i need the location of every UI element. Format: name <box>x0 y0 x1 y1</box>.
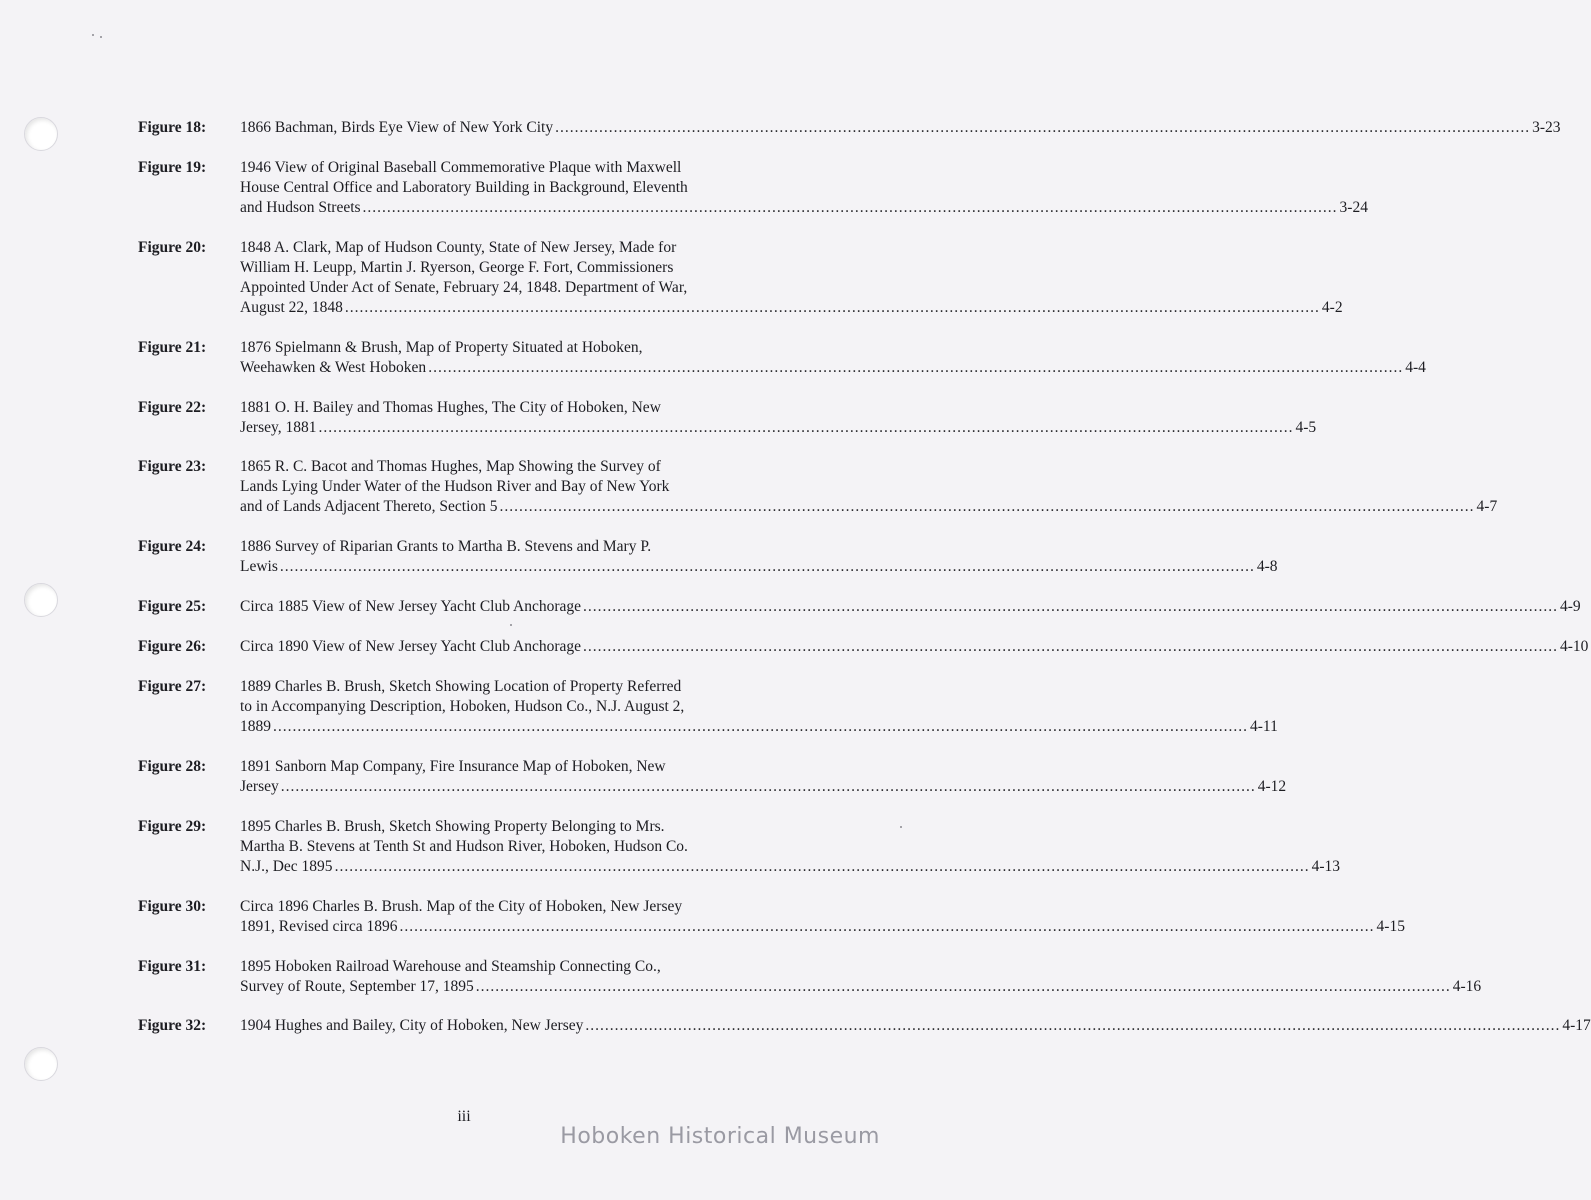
figure-description <box>240 398 1317 438</box>
dot-leader: ........................................................................................................................................................................................................ <box>585 1017 1561 1034</box>
description-last-line <box>240 198 1368 218</box>
dot-leader: ........................................................................................................................................................................................................ <box>583 598 1559 615</box>
description-line: 1904 Hughes and Bailey, City of Hoboken, New Jersey <box>240 1017 584 1034</box>
page-reference: 3-24 <box>1339 199 1368 216</box>
description-line: to in Accompanying Description, Hoboken, Hudson Co., N.J. August 2, <box>240 698 685 715</box>
figure-label: Figure 27: <box>138 678 207 695</box>
figure-description <box>240 118 1561 138</box>
description-line: Circa 1896 Charles B. Brush. Map of the City of Hoboken, New Jersey <box>240 898 683 915</box>
figure-label: Figure 20: <box>138 239 207 256</box>
page-reference: 4-7 <box>1476 498 1498 515</box>
page-reference: 4-2 <box>1321 299 1343 316</box>
dot-leader: ........................................................................................................................................................................................................ <box>273 718 1248 735</box>
figure-label: Figure 18: <box>138 119 207 136</box>
description-last-line <box>240 497 1498 517</box>
description-last-line <box>240 977 1482 997</box>
description-last-line <box>240 717 1278 737</box>
description-line: 1876 Spielmann & Brush, Map of Property Situated at Hoboken, <box>240 339 643 356</box>
dot-leader: ........................................................................................................................................................................................................ <box>475 978 1451 995</box>
figure-description <box>240 1016 1591 1036</box>
description-line: 1895 Charles B. Brush, Sketch Showing Property Belonging to Mrs. <box>240 818 665 835</box>
figure-description <box>240 238 1343 318</box>
page-reference: 4-11 <box>1250 718 1278 735</box>
dot-leader: ........................................................................................................................................................................................................ <box>499 498 1475 515</box>
dot-leader: ........................................................................................................................................................................................................ <box>280 778 1256 795</box>
description-line: House Central Office and Laboratory Building in Background, Eleventh <box>240 179 688 196</box>
description-line: Circa 1885 View of New Jersey Yacht Club Anchorage <box>240 598 582 615</box>
page-reference: 4-8 <box>1256 558 1278 575</box>
figure-label: Figure 19: <box>138 159 207 176</box>
paper-speck <box>100 36 102 38</box>
figure-label: Figure 26: <box>138 638 207 655</box>
description-line: and Hudson Streets <box>240 199 361 216</box>
dot-leader: ........................................................................................................................................................................................................ <box>318 419 1294 436</box>
paper-speck <box>510 624 512 626</box>
description-line: N.J., Dec 1895 <box>240 858 333 875</box>
museum-watermark: Hoboken Historical Museum <box>560 1124 880 1149</box>
description-last-line <box>240 917 1405 937</box>
figure-label: Figure 31: <box>138 958 207 975</box>
description-line: Lewis <box>240 558 278 575</box>
page-reference: 4-10 <box>1560 638 1589 655</box>
dot-leader: ........................................................................................................................................................................................................ <box>344 299 1320 316</box>
description-line: 1866 Bachman, Birds Eye View of New York City <box>240 119 554 136</box>
page-reference: 3-23 <box>1532 119 1561 136</box>
description-line: Lands Lying Under Water of the Hudson River and Bay of New York <box>240 478 670 495</box>
binder-hole-top <box>24 117 58 151</box>
paper-speck <box>92 34 94 36</box>
description-line: 1881 O. H. Bailey and Thomas Hughes, The City of Hoboken, New <box>240 399 661 416</box>
dot-leader: ........................................................................................................................................................................................................ <box>334 858 1310 875</box>
description-last-line <box>240 857 1340 877</box>
description-line: 1848 A. Clark, Map of Hudson County, State of New Jersey, Made for <box>240 239 677 256</box>
dot-leader: ........................................................................................................................................................................................................ <box>583 638 1559 655</box>
page-reference: 4-9 <box>1560 598 1581 615</box>
dot-leader: ........................................................................................................................................................................................................ <box>428 359 1404 376</box>
description-line: and of Lands Adjacent Thereto, Section 5 <box>240 498 498 515</box>
figure-description <box>240 957 1482 997</box>
description-line: 1946 View of Original Baseball Commemorative Plaque with Maxwell <box>240 159 682 176</box>
description-line: Appointed Under Act of Senate, February 24, 1848. Department of War, <box>240 279 688 296</box>
description-line: 1891, Revised circa 1896 <box>240 918 398 935</box>
page-reference: 4-5 <box>1295 419 1317 436</box>
figure-description <box>240 677 1278 737</box>
description-line: 1891 Sanborn Map Company, Fire Insurance Map of Hoboken, New <box>240 758 666 775</box>
figure-description <box>240 897 1405 937</box>
dot-leader: ........................................................................................................................................................................................................ <box>555 119 1531 136</box>
figure-description <box>240 537 1278 577</box>
page-reference: 4-17 <box>1562 1017 1591 1034</box>
figure-label: Figure 24: <box>138 538 207 555</box>
figure-label: Figure 29: <box>138 818 207 835</box>
figure-description <box>240 637 1589 657</box>
description-line: Weehawken & West Hoboken <box>240 359 427 376</box>
figure-description <box>240 338 1426 378</box>
description-line: Jersey <box>240 778 279 795</box>
figure-label: Figure 22: <box>138 399 207 416</box>
description-line: 1889 <box>240 718 271 735</box>
description-line: Survey of Route, September 17, 1895 <box>240 978 474 995</box>
description-line: Jersey, 1881 <box>240 419 317 436</box>
figure-description <box>240 757 1287 797</box>
figure-label: Figure 32: <box>138 1017 207 1034</box>
description-line: August 22, 1848 <box>240 299 343 316</box>
description-line: 1895 Hoboken Railroad Warehouse and Steamship Connecting Co., <box>240 958 661 975</box>
figure-label: Figure 25: <box>138 598 207 615</box>
description-line: 1889 Charles B. Brush, Sketch Showing Location of Property Referred <box>240 678 682 695</box>
dot-leader: ........................................................................................................................................................................................................ <box>362 199 1338 216</box>
page-reference: 4-16 <box>1452 978 1482 995</box>
description-last-line <box>240 597 1581 617</box>
figure-description <box>240 597 1581 617</box>
figure-label: Figure 28: <box>138 758 207 775</box>
description-line: 1865 R. C. Bacot and Thomas Hughes, Map Showing the Survey of <box>240 458 661 475</box>
page-number: iii <box>457 1108 471 1125</box>
figure-label: Figure 30: <box>138 898 207 915</box>
description-line: William H. Leupp, Martin J. Ryerson, George F. Fort, Commissioners <box>240 259 674 276</box>
description-last-line <box>240 637 1589 657</box>
description-last-line <box>240 358 1426 378</box>
description-last-line <box>240 777 1287 797</box>
description-last-line <box>240 557 1278 577</box>
binder-hole-bottom <box>24 1047 58 1081</box>
dot-leader: ........................................................................................................................................................................................................ <box>279 558 1255 575</box>
figure-label: Figure 21: <box>138 339 207 356</box>
description-line: Martha B. Stevens at Tenth St and Hudson River, Hoboken, Hudson Co. <box>240 838 688 855</box>
binder-hole-middle <box>24 583 58 617</box>
page-reference: 4-4 <box>1405 359 1426 376</box>
page-reference: 4-13 <box>1311 858 1340 875</box>
figure-description <box>240 158 1368 218</box>
dot-leader: ........................................................................................................................................................................................................ <box>399 918 1375 935</box>
description-last-line <box>240 418 1317 438</box>
description-line: 1886 Survey of Riparian Grants to Martha B. Stevens and Mary P. <box>240 538 652 555</box>
figure-description <box>240 457 1498 517</box>
figure-label: Figure 23: <box>138 458 207 475</box>
page-reference: 4-15 <box>1376 918 1405 935</box>
paper-speck <box>900 826 902 828</box>
page-reference: 4-12 <box>1257 778 1287 795</box>
description-last-line <box>240 1016 1591 1036</box>
figure-description <box>240 817 1340 877</box>
description-line: Circa 1890 View of New Jersey Yacht Club Anchorage <box>240 638 582 655</box>
description-last-line <box>240 298 1343 318</box>
description-last-line <box>240 118 1561 138</box>
